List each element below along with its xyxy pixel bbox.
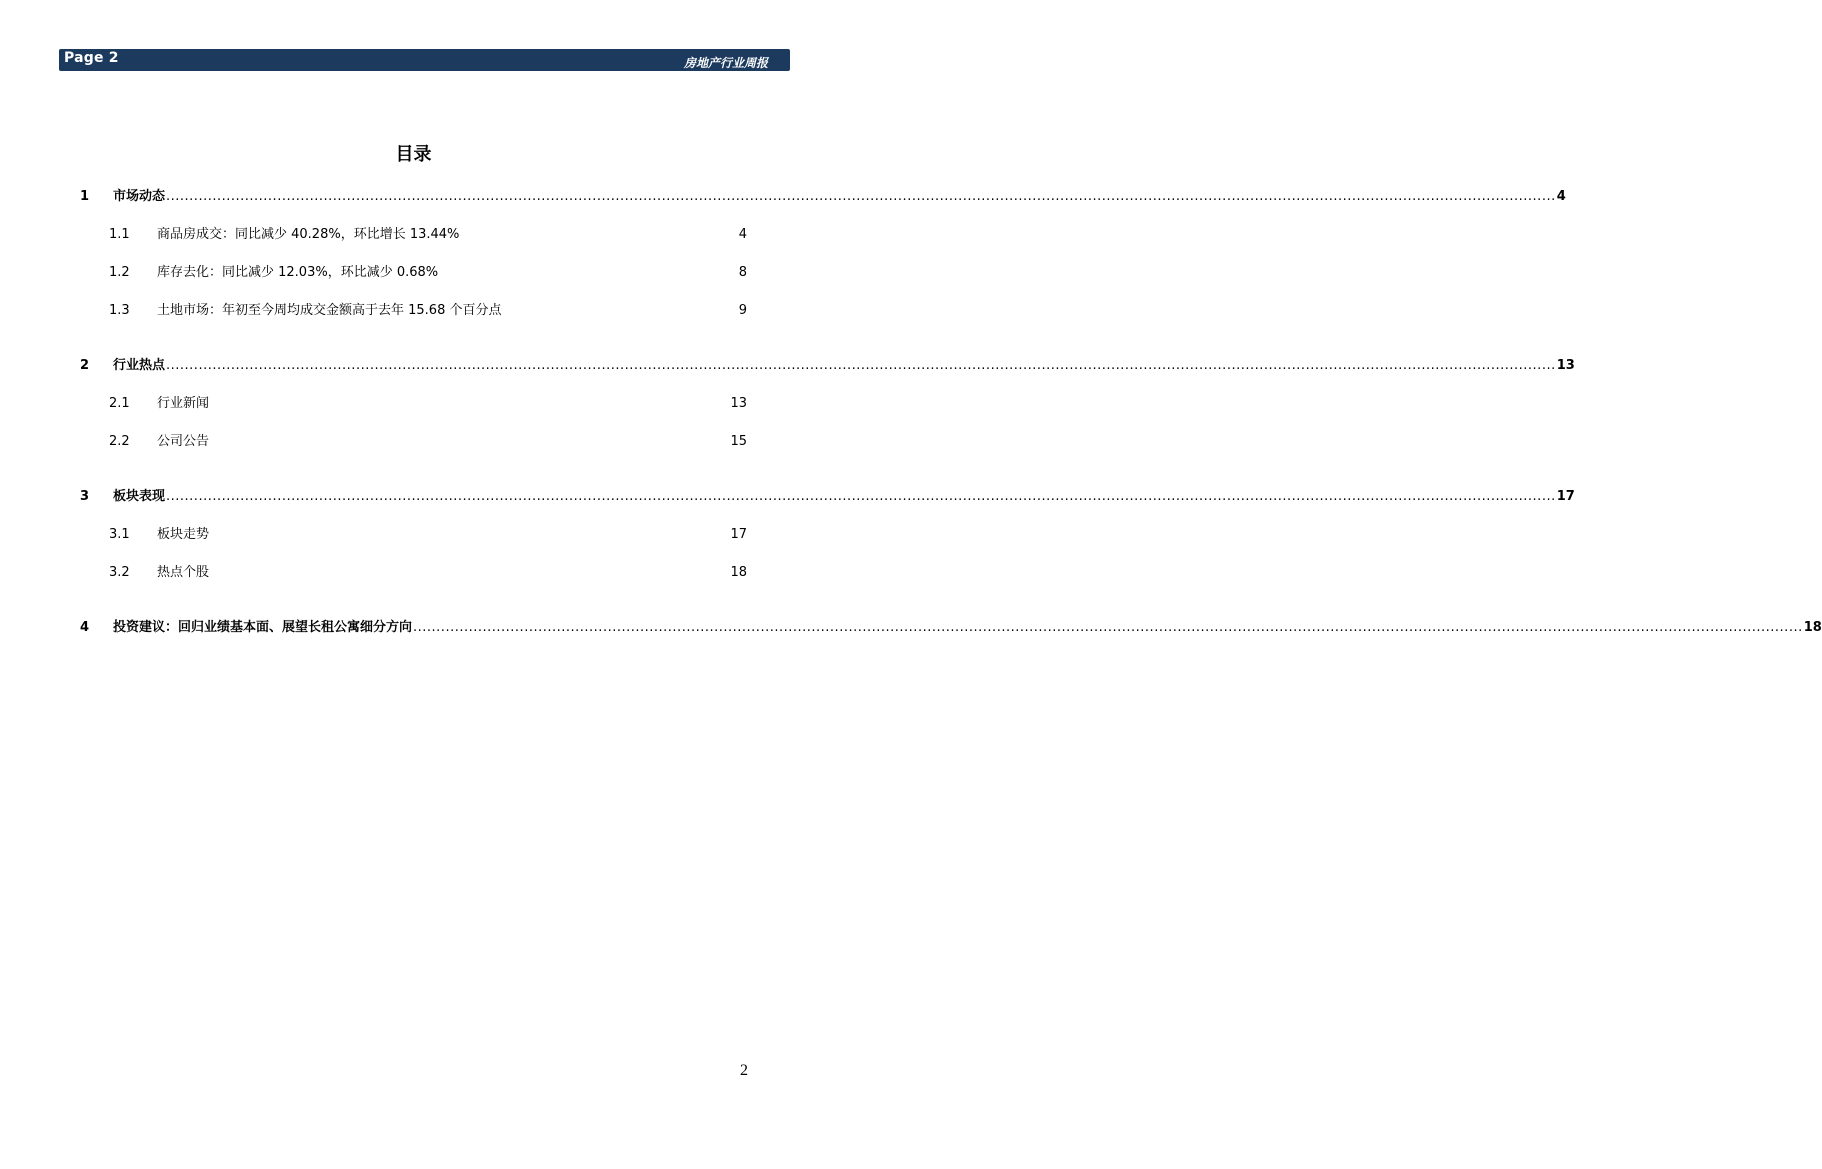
toc-item-3-1[interactable] [0, 525, 827, 545]
toc-item-title: 库存去化：同比减少 12.03%，环比减少 0.68% [157, 265, 439, 280]
toc-page-number: 4 [738, 227, 747, 242]
toc-item-2-2[interactable] [0, 432, 827, 452]
toc-section-number: 2 [80, 358, 90, 373]
toc-page-number: 18 [730, 565, 747, 580]
header-bar [59, 49, 790, 71]
toc-section-title: 行业热点 [113, 358, 166, 373]
toc-item-number: 3.1 [109, 527, 130, 542]
toc-item-title: 板块走势 [157, 527, 210, 542]
toc-item-title: 公司公告 [157, 434, 210, 449]
toc-page-number: 17 [730, 527, 747, 542]
toc-page-number: 13 [1556, 358, 1575, 373]
toc-page-number: 8 [738, 265, 747, 280]
toc-item-1-2[interactable] [0, 263, 827, 283]
dot-leader: ............................................................................................................................................................................................................................................................................................................ [166, 189, 1556, 204]
toc-item-1-1[interactable] [0, 225, 827, 245]
toc-item-number: 1.3 [109, 303, 130, 318]
toc-page-number: 17 [1556, 489, 1575, 504]
toc-section-number: 1 [80, 189, 90, 204]
toc-section-number: 3 [80, 489, 90, 504]
footer-page-number: 2 [740, 1062, 748, 1079]
toc-item-title: 行业新闻 [157, 396, 210, 411]
toc-section-3[interactable] [0, 487, 1575, 507]
dot-leader: ............................................................................................................................................................................................................................................................................................................ [166, 489, 1556, 504]
toc-section-number: 4 [80, 620, 90, 635]
toc-item-number: 1.1 [109, 227, 130, 242]
toc-title: 目录 [395, 144, 432, 165]
report-title: 房地产行业周报 [683, 56, 768, 70]
toc-section-title: 投资建议：回归业绩基本面、展望长租公寓细分方向 [113, 620, 413, 635]
toc-item-title: 土地市场：年初至今周均成交金额高于去年 15.68 个百分点 [157, 303, 502, 318]
toc-item-number: 1.2 [109, 265, 130, 280]
toc-item-title: 热点个股 [157, 565, 210, 580]
toc-section-4[interactable] [0, 618, 1822, 638]
toc-section-2[interactable] [0, 356, 1575, 376]
dot-leader: ............................................................................................................................................................................................................................................................................................................ [166, 358, 1556, 373]
toc-item-2-1[interactable] [0, 394, 827, 414]
toc-item-number: 2.1 [109, 396, 130, 411]
toc-page-number: 18 [1803, 620, 1822, 635]
toc-item-3-2[interactable] [0, 563, 827, 583]
page-label: Page 2 [64, 50, 119, 66]
toc-page-number: 15 [730, 434, 747, 449]
toc-item-number: 3.2 [109, 565, 130, 580]
toc-item-1-3[interactable] [0, 301, 827, 321]
toc-section-title: 板块表现 [113, 489, 166, 504]
toc-page-number: 9 [738, 303, 747, 318]
toc-item-title: 商品房成交：同比减少 40.28%，环比增长 13.44% [157, 227, 460, 242]
toc-page-number: 13 [730, 396, 747, 411]
toc-section-1[interactable] [0, 187, 1566, 207]
toc-item-number: 2.2 [109, 434, 130, 449]
dot-leader: ............................................................................................................................................................................................................................................................................................................ [413, 620, 1803, 635]
toc-section-title: 市场动态 [113, 189, 166, 204]
toc-page-number: 4 [1556, 189, 1566, 204]
